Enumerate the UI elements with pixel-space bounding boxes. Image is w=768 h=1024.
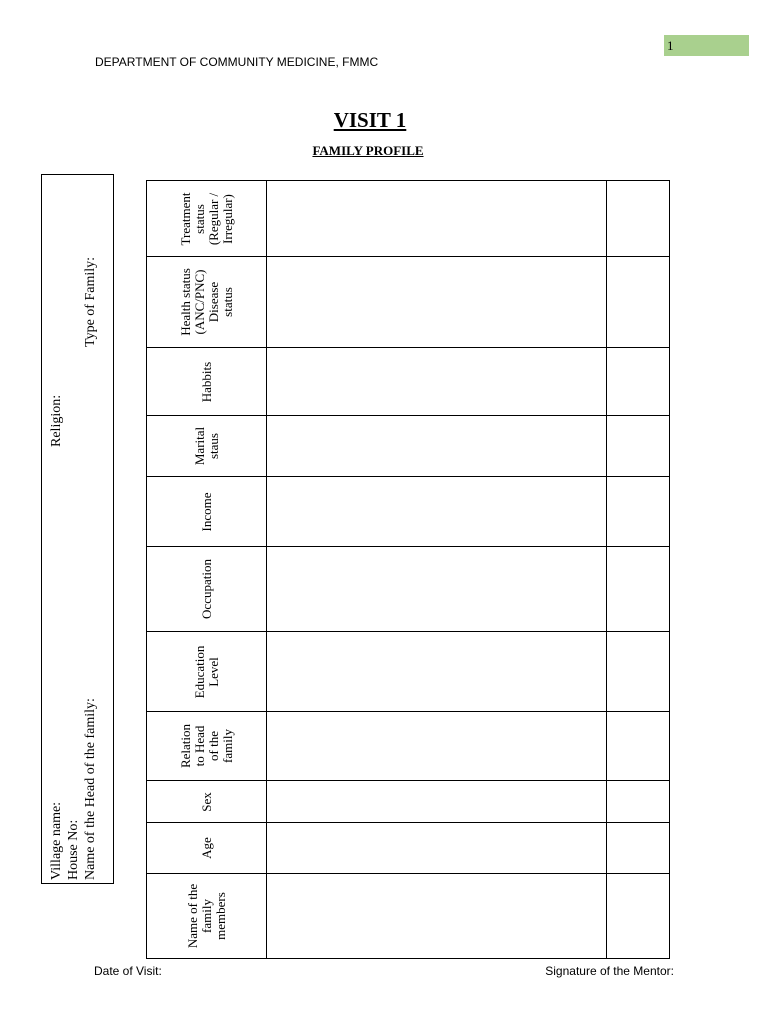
visit-title: VISIT 1 (333, 108, 407, 132)
column-header-label: Age (198, 837, 214, 859)
table-row (147, 257, 669, 348)
column-header (147, 547, 267, 631)
column-header (147, 874, 267, 958)
table-cell[interactable] (607, 477, 669, 546)
mentor-signature-label: Signature of the Mentor: (545, 964, 674, 978)
table-cell[interactable] (607, 632, 669, 711)
page-number: 1 (664, 35, 749, 56)
table-cell[interactable] (607, 874, 669, 958)
table-row (147, 874, 669, 958)
table-cell[interactable] (607, 257, 669, 347)
table-cell[interactable] (607, 416, 669, 476)
house-no-label: House No: (66, 819, 81, 880)
table-cell[interactable] (607, 712, 669, 780)
column-header (147, 416, 267, 476)
table-cell[interactable] (607, 181, 669, 256)
column-header (147, 823, 267, 873)
table-cell[interactable] (607, 781, 669, 822)
table-cell[interactable] (267, 547, 607, 631)
column-header-label: Treatment status (Regular / Irregular) (177, 192, 235, 245)
table-cell[interactable] (267, 874, 607, 958)
column-header-label: Habbits (198, 361, 214, 402)
column-header (147, 781, 267, 822)
column-header (147, 712, 267, 780)
type-of-family-label: Type of Family: (83, 256, 98, 347)
table-cell[interactable] (267, 257, 607, 347)
table-row (147, 823, 669, 874)
column-header (147, 348, 267, 415)
column-header-label: Sex (198, 791, 214, 812)
column-header-label: Name of the family members (184, 883, 228, 949)
table-row (147, 781, 669, 823)
table-row (147, 632, 669, 712)
column-header-label: Income (198, 492, 214, 531)
column-header-label: Relation to Head of the family (177, 723, 235, 769)
column-header-label: Marital staus (191, 426, 221, 466)
date-of-visit-label: Date of Visit: (94, 964, 162, 978)
table-cell[interactable] (267, 712, 607, 780)
table-row (147, 547, 669, 632)
table-row (147, 477, 669, 547)
column-header (147, 181, 267, 256)
table-cell[interactable] (267, 632, 607, 711)
column-header (147, 632, 267, 711)
profile-title: FAMILY PROFILE (312, 143, 424, 158)
family-profile-table (146, 180, 670, 959)
column-header-label: Health status (ANC/PNC) Disease status (177, 268, 235, 336)
table-row (147, 181, 669, 257)
religion-label: Religion: (49, 394, 64, 447)
column-header-label: Education Level (191, 645, 221, 698)
head-of-family-label: Name of the Head of the family: (83, 698, 98, 880)
column-header-label: Occupation (198, 559, 214, 619)
household-info-content (48, 180, 108, 880)
table-row (147, 416, 669, 477)
column-header (147, 257, 267, 347)
table-cell[interactable] (267, 416, 607, 476)
household-info-box (41, 174, 114, 884)
table-cell[interactable] (607, 823, 669, 873)
column-header (147, 477, 267, 546)
table-cell[interactable] (267, 823, 607, 873)
table-cell[interactable] (267, 181, 607, 256)
department-header: DEPARTMENT OF COMMUNITY MEDICINE, FMMC (95, 55, 379, 69)
village-name-label: Village name: (49, 801, 64, 880)
table-cell[interactable] (267, 477, 607, 546)
table-row (147, 712, 669, 781)
table-cell[interactable] (607, 547, 669, 631)
table-cell[interactable] (267, 781, 607, 822)
table-cell[interactable] (607, 348, 669, 415)
table-row (147, 348, 669, 416)
table-cell[interactable] (267, 348, 607, 415)
